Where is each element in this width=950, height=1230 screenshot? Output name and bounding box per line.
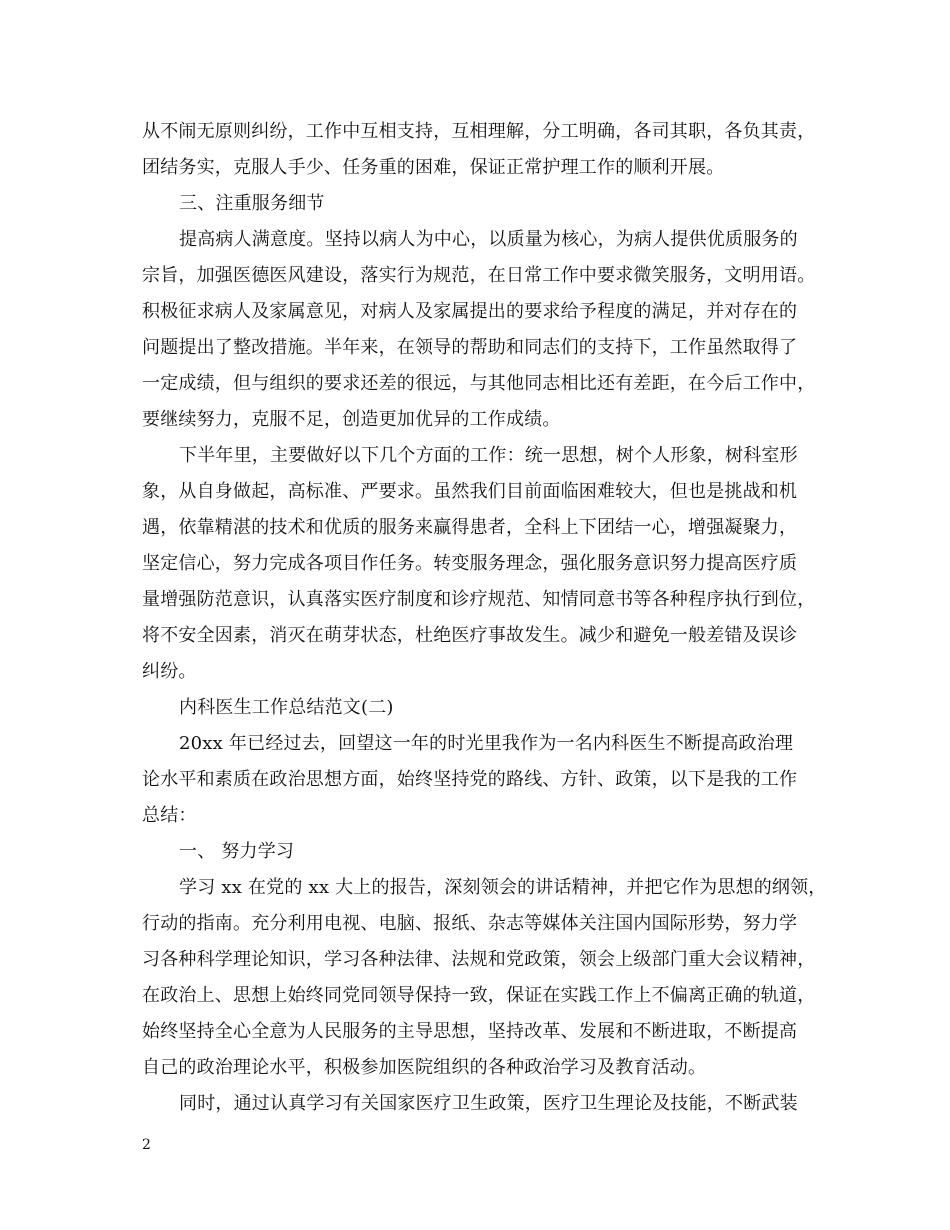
text-line: 下半年里，主要做好以下几个方面的工作：统一思想，树个人形象，树科室形: [179, 445, 798, 466]
text-line: 积极征求病人及家属意见，对病人及家属提出的要求给予程度的满足，并对存在的: [142, 301, 798, 322]
text-line: 自己的政治理论水平，积极参加医院组织的各种政治学习及教育活动。: [142, 1057, 707, 1078]
page-number: 2: [142, 1137, 151, 1153]
text-line: 象，从自身做起，高标准、严要求。虽然我们目前面临困难较大，但也是挑战和机: [142, 481, 798, 502]
text-line: 总结：: [142, 805, 197, 826]
text-line: 习各种科学理论知识，学习各种法律、法规和党政策，领会上级部门重大会议精神，: [142, 949, 816, 970]
text-line: 问题提出了整改措施。半年来，在领导的帮助和同志们的支持下，工作虽然取得了: [142, 337, 798, 358]
text-line: 内科医生工作总结范文(二): [179, 697, 394, 718]
text-line: 将不安全因素，消灭在萌芽状态，杜绝医疗事故发生。减少和避免一般差错及误诊: [142, 625, 798, 646]
text-line: 提高病人满意度。坚持以病人为中心，以质量为核心，为病人提供优质服务的: [179, 229, 798, 250]
text-line: 始终坚持全心全意为人民服务的主导思想，坚持改革、发展和不断进取，不断提高: [142, 1021, 798, 1042]
text-line: 量增强防范意识，认真落实医疗制度和诊疗规范、知情同意书等各种程序执行到位，: [142, 589, 816, 610]
text-line: 同时，通过认真学习有关国家医疗卫生政策，医疗卫生理论及技能，不断武装: [179, 1093, 798, 1114]
text-line: 论水平和素质在政治思想方面，始终坚持党的路线、方针、政策，以下是我的工作: [142, 769, 798, 790]
text-line: 宗旨，加强医德医风建设，落实行为规范，在日常工作中要求微笑服务，文明用语。: [142, 265, 816, 286]
text-line: 一定成绩，但与组织的要求还差的很远，与其他同志相比还有差距，在今后工作中，: [142, 373, 816, 394]
text-line: 在政治上、思想上始终同党同领导保持一致，保证在实践工作上不偏离正确的轨道，: [142, 985, 816, 1006]
document-body: [142, 114, 826, 1122]
text-line: 20xx 年已经过去，回望这一年的时光里我作为一名内科医生不断提高政治理: [179, 733, 794, 754]
text-line: 遇，依靠精湛的技术和优质的服务来赢得患者，全科上下团结一心，增强凝聚力，: [142, 517, 798, 538]
text-line: 坚定信心，努力完成各项目作任务。转变服务理念，强化服务意识努力提高医疗质: [142, 553, 798, 574]
text-line: 三、注重服务细节: [179, 193, 325, 214]
text-line: 一、 努力学习: [179, 841, 295, 862]
text-line: 从不闹无原则纠纷，工作中互相支持，互相理解，分工明确，各司其职，各负其责，: [142, 121, 816, 142]
text-line: 学习 xx 在党的 xx 大上的报告，深刻领会的讲话精神，并把它作为思想的纲领，: [179, 877, 827, 898]
text-line: 要继续努力，克服不足，创造更加优异的工作成绩。: [142, 409, 561, 430]
text-line: 团结务实，克服人手少、任务重的困难，保证正常护理工作的顺利开展。: [142, 157, 725, 178]
text-line: 纠纷。: [142, 661, 197, 682]
text-line: 行动的指南。充分利用电视、电脑、报纸、杂志等媒体关注国内国际形势，努力学: [142, 913, 798, 934]
